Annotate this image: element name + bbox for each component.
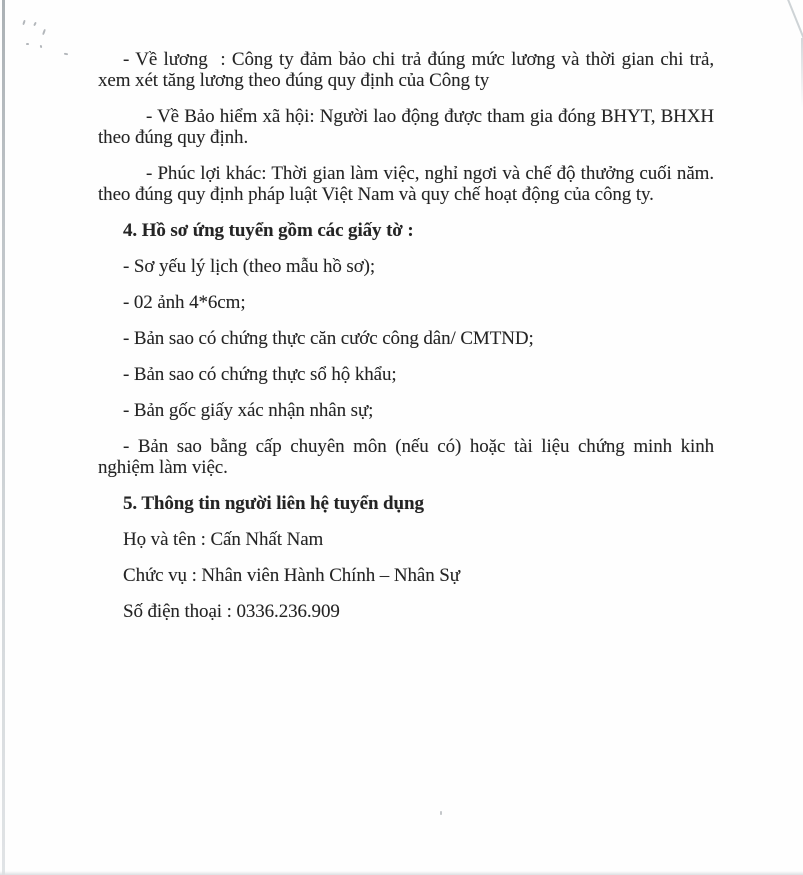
dust-speck [64,53,68,56]
page-left-edge-line [2,0,5,875]
document-body [98,0,714,637]
dossier-item-household-registry: - Bản sao có chứng thực sổ hộ khẩu; [123,364,397,385]
dossier-item-photos: - 02 ảnh 4*6cm; [123,292,246,313]
benefit-insurance-paragraph: - Về Bảo hiểm xã hội: Người lao động được tham gia đóng BHYT, BHXH theo đúng quy định. [98,106,714,148]
dossier-item-personnel-confirmation: - Bản gốc giấy xác nhận nhân sự; [123,400,374,421]
benefit-other-paragraph: - Phúc lợi khác: Thời gian làm việc, nghỉ ngơi và chế độ thưởng cuối năm. theo đúng quy định pháp luật Việt Nam và quy chế hoạt động của công ty. [98,163,714,205]
page-bottom-edge-shadow [0,871,803,875]
dust-speck [42,29,46,35]
dossier-item-diplomas: - Bản sao bằng cấp chuyên môn (nếu có) hoặc tài liệu chứng minh kinh nghiệm làm việc. [98,436,714,478]
dust-speck [22,20,25,25]
contact-position-line: Chức vụ : Nhân viên Hành Chính – Nhân Sự [123,565,460,586]
dust-speck [440,811,442,815]
section-4-heading: 4. Hồ sơ ứng tuyển gồm các giấy tờ : [123,220,414,241]
contact-name-line: Họ và tên : Cấn Nhất Nam [123,529,324,550]
dust-speck [40,45,43,48]
contact-phone-line: Số điện thoại : 0336.236.909 [123,601,340,622]
dust-speck [26,43,29,45]
section-5-heading: 5. Thông tin người liên hệ tuyển dụng [123,493,424,514]
dossier-item-id-card: - Bản sao có chứng thực căn cước công dân/ CMTND; [123,328,534,349]
dossier-item-cv: - Sơ yếu lý lịch (theo mẫu hồ sơ); [123,256,376,277]
dust-speck [33,22,37,26]
benefit-salary-paragraph: - Về lương : Công ty đảm bảo chi trả đúng mức lương và thời gian chi trả, xem xét tăng lương theo đúng quy định của Công ty [98,49,714,91]
page-top-right-edge-line [786,0,803,42]
